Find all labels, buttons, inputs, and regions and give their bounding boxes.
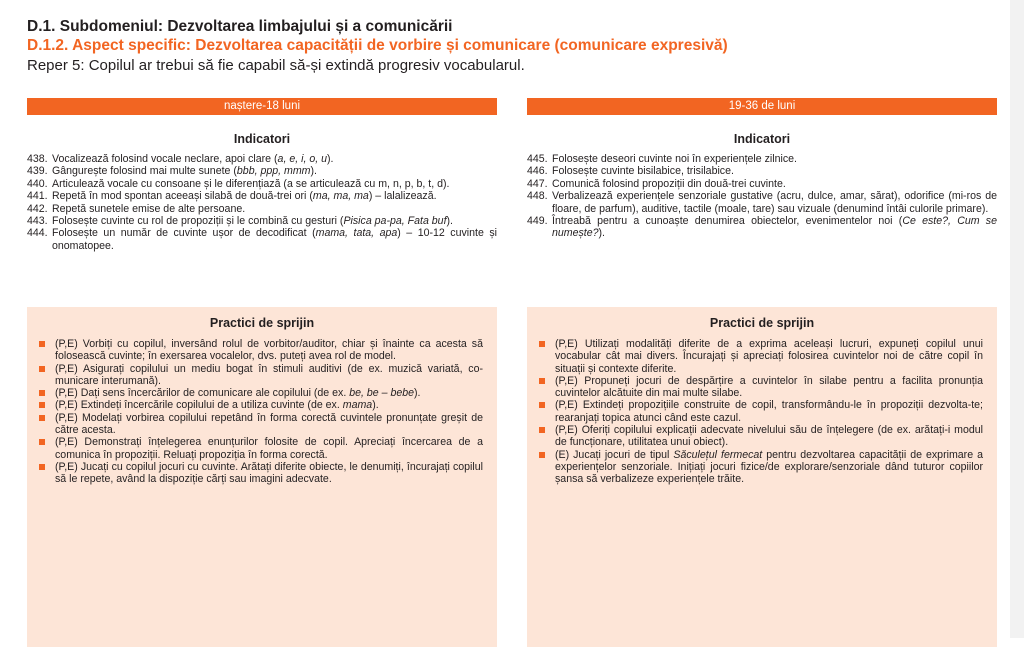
text-segment: pentru dezvoltarea capacității de exprimare a experiențelor senzoriale. Inițiați jocuri fizice/de explorare/senzoriale dând tuturor copiilor șansa să verbalizeze experiențele trăite. — [555, 448, 983, 486]
indicator-number: 440. — [27, 177, 48, 190]
indicator-item — [527, 215, 997, 240]
practice-text — [555, 338, 983, 375]
practices-list — [27, 338, 497, 486]
indicator-number: 446. — [527, 165, 548, 178]
practice-text — [55, 412, 483, 437]
indicator-text — [552, 178, 997, 190]
text-segment: ). — [327, 153, 334, 165]
practice-text — [555, 375, 983, 400]
column-0-practices — [27, 307, 497, 647]
indicator-item — [27, 190, 497, 202]
indicator-text — [52, 153, 497, 165]
practice-item — [39, 338, 483, 363]
indicator-item — [527, 190, 997, 215]
practice-item — [539, 449, 983, 486]
column-0-indicators — [27, 98, 497, 252]
indicator-item — [27, 153, 497, 165]
practice-text — [555, 424, 983, 449]
practice-text — [55, 436, 483, 461]
practice-item — [39, 412, 483, 437]
practice-item — [39, 436, 483, 461]
indicators-list — [27, 153, 497, 252]
practices-list — [527, 338, 997, 486]
age-range-bar: naștere-18 luni — [27, 98, 497, 115]
subdomain-title: D.1. Subdomeniul: Dezvoltarea limbajului și a comunicării — [27, 18, 453, 35]
text-segment: ) – lalalizează. — [368, 190, 437, 203]
indicator-text — [52, 165, 497, 177]
practice-item — [39, 461, 483, 486]
text-segment: Folosește cuvinte bisilabice, trisilabice. — [552, 165, 734, 178]
indicator-number: 441. — [27, 190, 48, 203]
text-segment: (P,E) Utilizați modalități diferite de a exprima aceleași lucruri, expuneți copilul unui vocabular cât mai divers. Încurajați și apreciați folosirea cuvintelor noi de către copil în situații și contexte diferite. — [555, 338, 983, 375]
text-segment: Repetă sunetele emise de alte persoane. — [52, 202, 246, 215]
text-segment: (P,E) Vorbiți cu copilul, inversând rolul de vorbitor/auditor, chiar și înainte ca acesta să folosească cuvinte; în exersarea vocalelor, dvs. puteți avea rol de model. — [55, 338, 483, 363]
practice-text — [55, 399, 483, 411]
square-bullet-icon — [39, 439, 45, 445]
indicator-number: 438. — [27, 153, 48, 165]
practice-text — [555, 399, 983, 424]
text-segment: (E) Jucați jocuri de tipul — [555, 448, 674, 461]
text-segment: (P,E) Extindeți încercările copilului de a utiliza cuvinte (de ex. — [55, 399, 343, 412]
practices-heading: Practici de sprijin — [709, 316, 815, 330]
practice-item — [539, 399, 983, 424]
italic-text: Săculețul fermecat — [673, 448, 763, 461]
indicator-item — [27, 203, 497, 215]
indicator-item — [27, 227, 497, 252]
text-segment: Gângurește folosind mai multe sunete ( — [52, 165, 237, 178]
indicator-text — [52, 227, 497, 252]
age-range-bar: 19-36 de luni — [527, 98, 997, 115]
text-segment: (P,E) Modelați vorbirea copilului repetând în forma corectă cuvintele pronunțate greșit de către acesta. — [55, 411, 483, 437]
square-bullet-icon — [539, 341, 545, 347]
text-segment: Folosește cuvinte cu rol de propoziții și le combină cu gesturi ( — [52, 215, 344, 228]
text-segment: Articulează vocale cu consoane și le diferențiază (a se articulează cu m, n, p, b, t, d). — [52, 177, 450, 190]
column-1-indicators — [527, 98, 997, 240]
text-segment: (P,E) Oferiți copilului explicații adecvate nivelului său de înțelegere (de ex. arătați-i modul de funcționare, utilitatea unui obiect). — [555, 424, 983, 449]
indicator-number: 444. — [27, 227, 48, 240]
text-segment: Întreabă pentru a cunoaște denumirea obiectelor, evenimentelor noi ( — [552, 215, 903, 228]
indicator-item — [27, 178, 497, 190]
practice-item — [539, 375, 983, 400]
square-bullet-icon — [539, 378, 545, 384]
indicators-heading: Indicatori — [733, 132, 791, 146]
indicator-number: 443. — [27, 215, 48, 228]
square-bullet-icon — [539, 452, 545, 458]
practice-item — [39, 399, 483, 411]
text-segment: ). — [310, 165, 317, 178]
square-bullet-icon — [539, 402, 545, 408]
indicator-text — [552, 215, 997, 240]
italic-text: Pisica pa-pa, Fata buf — [343, 215, 447, 228]
italic-text: be, be – bebe — [349, 387, 415, 400]
practice-text — [55, 387, 483, 399]
text-segment: Verbalizează experiențele senzoriale gustative (acru, dulce, amar, sărat), odorifice (mi-ros de floare, de parfum), auditive, tactile (moale, tare) sau vizuale (denumind întâi culorile primare). — [552, 190, 997, 215]
square-bullet-icon — [39, 415, 45, 421]
text-segment: (P,E) Asigurați copilului un mediu bogat în stimuli auditivi (de ex. muzică variată, co-municare interumană). — [55, 362, 483, 387]
indicator-text — [52, 203, 497, 215]
text-segment: (P,E) Propuneți jocuri de despărțire a cuvintelor în silabe pentru a facilita pronunția cuvintelor alcătuite din mai multe silabe. — [555, 374, 983, 400]
italic-text: mama — [342, 399, 373, 412]
indicator-text — [52, 215, 497, 227]
text-segment: (P,E) Extindeți propozițiile construite de copil, transformându-le în propoziții dezvolta-te; rearanjați topica atunci când este cazul. — [555, 399, 983, 424]
practice-item — [39, 387, 483, 399]
text-segment: ). — [372, 399, 379, 412]
aspect-title: D.1.2. Aspect specific: Dezvoltarea capacității de vorbire și comunicare (comunicare expresivă) — [27, 37, 728, 54]
reper-title: Reper 5: Copilul ar trebui să fie capabil să-și extindă progresiv vocabularul. — [27, 57, 525, 74]
indicator-number: 439. — [27, 165, 48, 178]
indicators-heading: Indicatori — [233, 132, 291, 146]
text-segment: Folosește deseori cuvinte noi în experiențele zilnice. — [552, 153, 797, 165]
indicator-item — [527, 165, 997, 177]
square-bullet-icon — [39, 341, 45, 347]
indicator-item — [527, 153, 997, 165]
practice-item — [539, 338, 983, 375]
indicator-text — [52, 178, 497, 190]
practice-text — [55, 363, 483, 388]
text-segment: ). — [598, 227, 606, 240]
text-segment: (P,E) Dați sens încercărilor de comunicare ale copilului (de ex. — [55, 387, 350, 400]
square-bullet-icon — [39, 402, 45, 408]
indicator-item — [27, 165, 497, 177]
column-1-practices — [527, 307, 997, 647]
practice-text — [55, 338, 483, 363]
text-segment: Comunică folosind propoziții din două-trei cuvinte. — [552, 177, 786, 190]
square-bullet-icon — [39, 464, 45, 470]
indicator-number: 447. — [527, 177, 548, 190]
page-edge — [1010, 0, 1024, 638]
indicator-text — [552, 153, 997, 165]
indicators-list — [527, 153, 997, 240]
italic-text: bbb, ppp, mmm — [236, 165, 311, 178]
practice-text — [55, 461, 483, 486]
text-segment: Repetă în mod spontan aceeași silabă de două-trei ori ( — [52, 190, 313, 203]
indicator-item — [527, 178, 997, 190]
square-bullet-icon — [39, 390, 45, 396]
section-header — [27, 17, 728, 75]
text-segment: Vocalizează folosind vocale neclare, apoi clare ( — [52, 153, 278, 165]
text-segment: ). — [446, 215, 454, 228]
italic-text: a, e, i, o, u — [277, 153, 328, 165]
practice-text — [555, 449, 983, 486]
square-bullet-icon — [539, 427, 545, 433]
indicator-number: 448. — [527, 190, 548, 203]
square-bullet-icon — [39, 366, 45, 372]
italic-text: Ce este?, Cum se numește? — [552, 215, 997, 240]
text-segment: (P,E) Jucați cu copilul jocuri cu cuvinte. Arătați diferite obiecte, le denumiți, încurajați copilul să le repete, având la dispoziție cărți sau imagini adecvate. — [55, 460, 483, 486]
indicator-number: 442. — [27, 202, 48, 215]
italic-text: ma, ma, ma — [312, 190, 369, 203]
indicator-number: 445. — [527, 153, 548, 165]
text-segment: ). — [414, 387, 421, 400]
text-segment: Folosește un număr de cuvinte ușor de decodificat ( — [52, 227, 316, 240]
practices-heading: Practici de sprijin — [209, 316, 315, 330]
indicator-text — [52, 190, 497, 202]
indicator-item — [27, 215, 497, 227]
indicator-number: 449. — [527, 215, 548, 228]
italic-text: mama, tata, apa — [315, 227, 398, 240]
practice-item — [539, 424, 983, 449]
practice-item — [39, 363, 483, 388]
indicator-text — [552, 190, 997, 215]
text-segment: ) – 10-12 cuvinte și onomatopee. — [52, 227, 497, 252]
text-segment: (P,E) Demonstrați înțelegerea enunțurilor folosite de copil. Apreciați încercarea de a comunica în propoziții. Reluați propoziția în forma corectă. — [55, 436, 483, 461]
indicator-text — [552, 165, 997, 177]
